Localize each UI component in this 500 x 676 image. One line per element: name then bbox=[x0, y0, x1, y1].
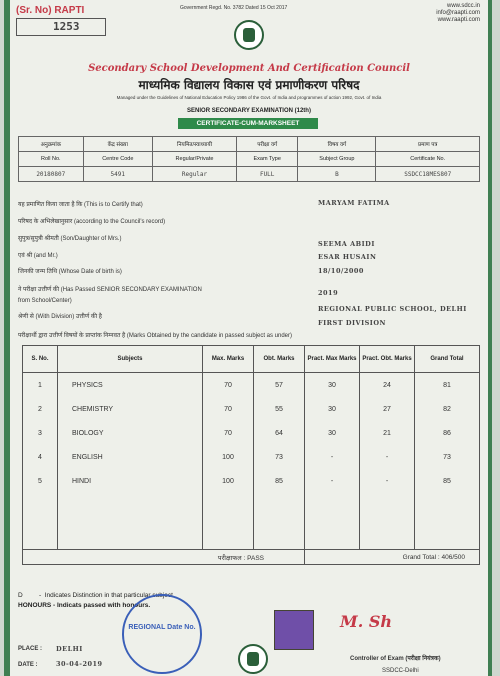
subject-cell: CHEMISTRY bbox=[58, 397, 203, 421]
info-header: Centre Code bbox=[83, 152, 152, 167]
controller-signature: M. Sh bbox=[340, 612, 393, 631]
total-cell: 73 bbox=[415, 445, 480, 469]
pmax-cell: - bbox=[305, 469, 360, 493]
hologram-sticker-icon bbox=[274, 610, 314, 650]
result-row bbox=[23, 550, 480, 565]
father-label: एवं श्री (and Mr.) bbox=[18, 253, 58, 259]
sno-cell: 4 bbox=[23, 445, 58, 469]
school-name: REGIONAL PUBLIC SCHOOL, DELHI bbox=[318, 305, 467, 313]
father-name: ESAR HUSAIN bbox=[318, 253, 377, 261]
marks-header-row bbox=[23, 346, 480, 373]
certificate-number: SSDCC18MES807 bbox=[376, 167, 480, 182]
max-cell: 70 bbox=[203, 373, 254, 398]
place-label: PLACE : bbox=[18, 646, 42, 652]
contact-email: info@raapti.com bbox=[436, 10, 480, 16]
subject-cell: ENGLISH bbox=[58, 445, 203, 469]
subject-cell: PHYSICS bbox=[58, 373, 203, 398]
seal-text: REGIONAL Date No. bbox=[128, 624, 196, 631]
pobt-cell: 21 bbox=[360, 421, 415, 445]
total-cell: 81 bbox=[415, 373, 480, 398]
total-cell: 85 bbox=[415, 469, 480, 493]
pobt-cell: - bbox=[360, 445, 415, 469]
roll-number: 20180807 bbox=[19, 167, 84, 182]
marks-intro: परीक्षार्थी द्वारा उत्तीर्ण विषयों के प्राप्तांक निम्नवत है (Marks Obtained by the candidate in passed subject as under) bbox=[18, 333, 293, 339]
col-obt-marks: Obt. Marks bbox=[254, 346, 305, 373]
col-sno: S. No. bbox=[23, 346, 58, 373]
info-header: अनुक्रमांक bbox=[19, 137, 84, 152]
council-abbr: SSDCC-Delhi bbox=[382, 668, 419, 674]
pobt-cell: - bbox=[360, 469, 415, 493]
col-subjects: Subjects bbox=[58, 346, 203, 373]
footer-emblem-icon bbox=[238, 644, 268, 674]
info-hindi-row bbox=[19, 137, 480, 152]
dob-label: जिनकी जन्म तिथि (Whose Date of birth is) bbox=[18, 269, 122, 275]
contact-site: www.sdcc.in bbox=[446, 3, 480, 9]
table-row bbox=[23, 421, 480, 445]
pobt-cell: 27 bbox=[360, 397, 415, 421]
info-header: Exam Type bbox=[237, 152, 298, 167]
mother-name: SEEMA ABIDI bbox=[318, 240, 375, 248]
info-header: परीक्षा वर्ग bbox=[237, 137, 298, 152]
info-header: Subject Group bbox=[298, 152, 376, 167]
legend-honours: HONOURS - Indicats passed with honours. bbox=[18, 602, 151, 609]
division-label: श्रेणी से (With Division) उत्तीर्ण की है bbox=[18, 314, 102, 320]
sno-cell: 1 bbox=[23, 373, 58, 398]
pmax-cell: 30 bbox=[305, 421, 360, 445]
exam-name: SENIOR SECONDARY EXAMINATION (12th) bbox=[187, 108, 311, 114]
max-cell: 100 bbox=[203, 445, 254, 469]
table-row bbox=[23, 397, 480, 421]
col-max-marks: Max. Marks bbox=[203, 346, 254, 373]
info-table bbox=[18, 136, 480, 182]
sno-cell: 5 bbox=[23, 469, 58, 493]
col-pract-obt: Pract. Obt. Marks bbox=[360, 346, 415, 373]
serial-number: 1253 bbox=[16, 18, 106, 36]
max-cell: 70 bbox=[203, 421, 254, 445]
council-name-hindi: माध्यमिक विद्यालय विकास एवं प्रमाणीकरण परिषद bbox=[138, 78, 360, 92]
serial-label: (Sr. No) RAPTI bbox=[16, 5, 85, 16]
max-cell: 100 bbox=[203, 469, 254, 493]
exam-type: FULL bbox=[237, 167, 298, 182]
centre-code: 5491 bbox=[83, 167, 152, 182]
certify-label: यह प्रमाणित किया जाता है कि (This is to Certify that) bbox=[18, 202, 143, 208]
info-english-row bbox=[19, 152, 480, 167]
pmax-cell: - bbox=[305, 445, 360, 469]
obt-cell: 85 bbox=[254, 469, 305, 493]
result-label: परीक्षाफल : PASS bbox=[23, 550, 305, 565]
obt-cell: 55 bbox=[254, 397, 305, 421]
info-header: Certificate No. bbox=[376, 152, 480, 167]
subject-group: B bbox=[298, 167, 376, 182]
info-header: नियमित/स्वाध्यायी bbox=[153, 137, 237, 152]
table-row bbox=[23, 469, 480, 493]
info-value-row bbox=[19, 167, 480, 182]
regular-private: Regular bbox=[153, 167, 237, 182]
official-seal-stamp bbox=[122, 594, 202, 674]
marksheet-document bbox=[4, 0, 492, 676]
council-emblem-icon bbox=[234, 20, 264, 50]
subject-cell: HINDI bbox=[58, 469, 203, 493]
division-value: FIRST DIVISION bbox=[318, 319, 386, 327]
total-cell: 86 bbox=[415, 421, 480, 445]
table-row bbox=[23, 445, 480, 469]
passed-label: ने परीक्षा उत्तीर्ण की (Has Passed SENIOR SECONDARY EXAMINATION bbox=[18, 287, 202, 293]
total-cell: 82 bbox=[415, 397, 480, 421]
legend-distinction: D - Indicates Distinction in that particular subject bbox=[18, 592, 173, 599]
school-label: from School/Center) bbox=[18, 298, 72, 304]
table-filler-row bbox=[23, 493, 480, 550]
info-header: केंद्र संख्या bbox=[83, 137, 152, 152]
passed-year: 2019 bbox=[318, 289, 339, 297]
obt-cell: 73 bbox=[254, 445, 305, 469]
obt-cell: 57 bbox=[254, 373, 305, 398]
student-name: MARYAM FATIMA bbox=[318, 199, 390, 207]
sno-cell: 3 bbox=[23, 421, 58, 445]
contact-block bbox=[436, 3, 480, 24]
pobt-cell: 24 bbox=[360, 373, 415, 398]
info-header: Roll No. bbox=[19, 152, 84, 167]
managed-by-note: Managed under the Guidelines of National Education Policy 1986 of the Govt. of India and programmes of action 1992, Govt. of India bbox=[116, 95, 382, 100]
son-of-label: सुपुत्र/सुपुत्री श्रीमती (Son/Daughter of Mrs.) bbox=[18, 236, 122, 242]
council-name-english: Secondary School Development And Certification Council bbox=[88, 63, 410, 74]
records-label: परिषद के अभिलेखानुसार (according to the Council's record) bbox=[18, 219, 166, 225]
place-value: DELHI bbox=[56, 645, 83, 653]
pmax-cell: 30 bbox=[305, 373, 360, 398]
info-header: प्रमाण पत्र bbox=[376, 137, 480, 152]
gov-registration: Government Regd. No. 3782 Dated 15 Oct 2017 bbox=[180, 5, 288, 11]
contact-web: www.raapti.com bbox=[437, 17, 480, 23]
col-pract-max: Pract. Max Marks bbox=[305, 346, 360, 373]
table-row bbox=[23, 373, 480, 398]
info-header: Regular/Private bbox=[153, 152, 237, 167]
sno-cell: 2 bbox=[23, 397, 58, 421]
col-grand-total: Grand Total bbox=[415, 346, 480, 373]
obt-cell: 64 bbox=[254, 421, 305, 445]
grand-total: Grand Total : 406/500 bbox=[305, 550, 480, 565]
subject-cell: BIOLOGY bbox=[58, 421, 203, 445]
date-value: 30-04-2019 bbox=[56, 660, 103, 668]
date-label: DATE : bbox=[18, 662, 38, 668]
certificate-title: CERTIFICATE-CUM-MARKSHEET bbox=[178, 118, 318, 129]
marks-table bbox=[22, 345, 480, 565]
info-header: विषय वर्ग bbox=[298, 137, 376, 152]
pmax-cell: 30 bbox=[305, 397, 360, 421]
max-cell: 70 bbox=[203, 397, 254, 421]
controller-title: Controller of Exam (परीक्षा नियंत्रक) bbox=[350, 656, 441, 662]
dob-value: 18/10/2000 bbox=[318, 267, 364, 275]
